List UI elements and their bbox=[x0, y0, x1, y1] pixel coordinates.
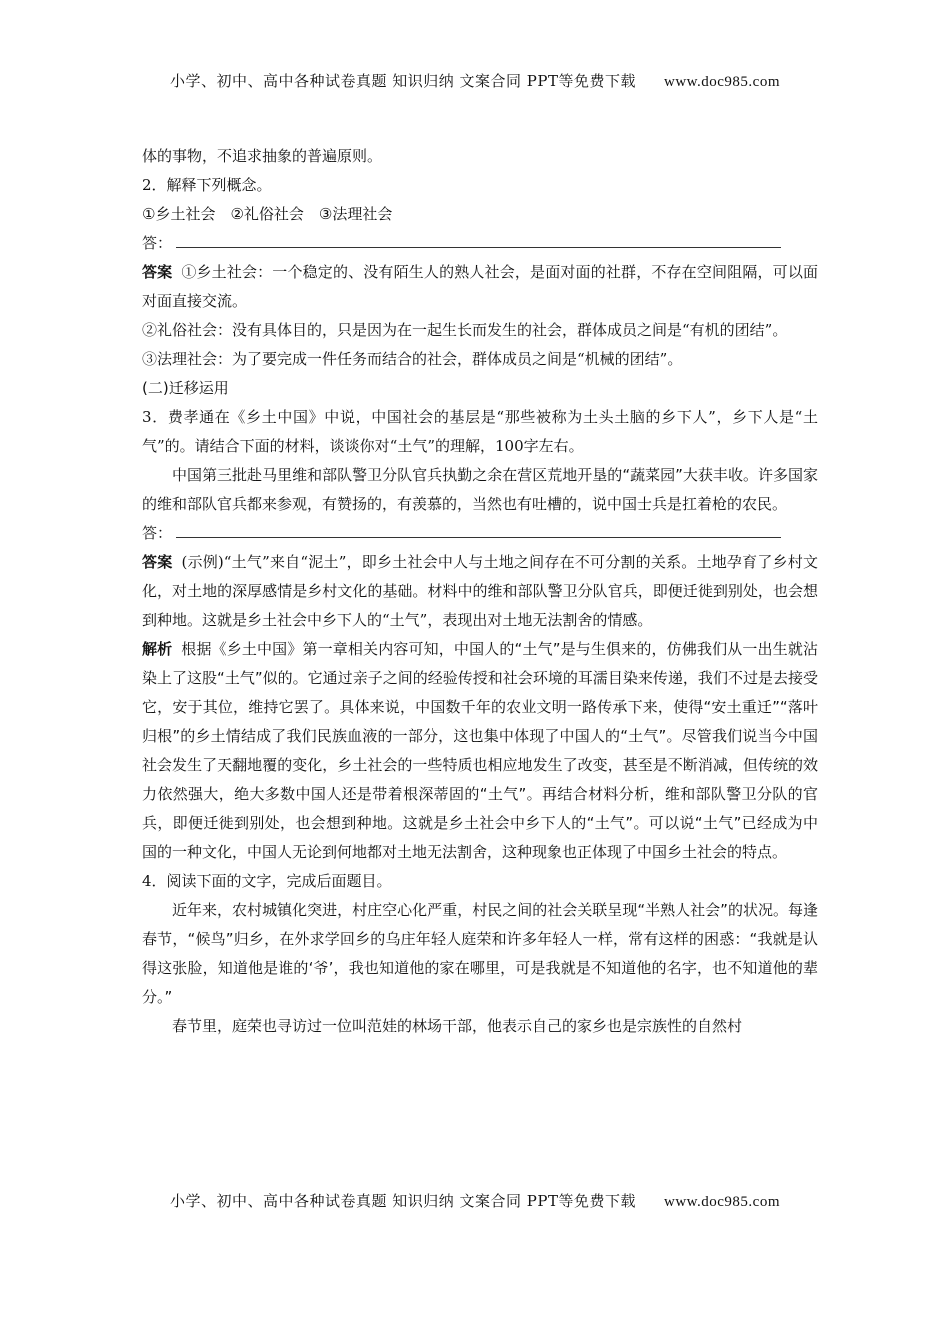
question-2: 2．解释下列概念。 bbox=[142, 176, 272, 194]
answer-prefix: 答： bbox=[142, 234, 173, 252]
section-heading: (二)迁移运用 bbox=[142, 379, 229, 397]
answer-label: 答案 bbox=[142, 553, 173, 571]
header-text: 小学、初中、高中各种试卷真题 知识归纳 文案合同 PPT等免费下载 bbox=[169, 72, 636, 90]
answer-blank[interactable] bbox=[176, 519, 781, 538]
question-3-material: 中国第三批赴马里维和部队警卫分队官兵执勤之余在营区荒地开垦的“蔬菜园”大获丰收。许多国家的维和部队官兵都来参观，有赞扬的，有羡慕的，当然也有吐槽的，说中国士兵是扛着枪的农民。 bbox=[142, 466, 818, 513]
answer-3: 答案 (示例)“土气”来自“泥土”，即乡土社会中人与土地之间存在不可分割的关系。土地孕育了乡村文化，对土地的深厚感情是乡村文化的基础。材料中的维和部队警卫分队官兵，即便迁徙到别处，也会想到种地。这就是乡土社会中乡下人的“土气”，表现出对土地无法割舍的情感。 bbox=[142, 553, 818, 629]
answer-2-item-2: ②礼俗社会：没有具体目的，只是因为在一起生长而发生的社会，群体成员之间是“有机的团结”。 bbox=[142, 321, 788, 339]
answer-label: 答案 bbox=[142, 263, 173, 281]
answer-blank[interactable] bbox=[176, 229, 781, 248]
answer-2-item-3: ③法理社会：为了要完成一件任务而结合的社会，群体成员之间是“机械的团结”。 bbox=[142, 350, 683, 368]
analysis-3: 解析 根据《乡土中国》第一章相关内容可知，中国人的“土气”是与生俱来的，仿佛我们从一出生就沾染上了这股“土气”似的。它通过亲子之间的经验传授和社会环境的耳濡目染来传递，我们不过是去接受它，安于其位，维持它罢了。具体来说，中国数千年的农业文明一路传承下来，使得“安土重迁”“落叶归根”的乡土情结成了我们民族血液的一部分，这也集中体现了中国人的“土气”。尽管我们说当今中国社会发生了天翻地覆的变化，乡土社会的一些特质也相应地发生了改变，甚至是不断消减，但传统的效力依然强大，绝大多数中国人还是带着根深蒂固的“土气”。再结合材料分析，维和部队警卫分队的官兵，即便迁徙到别处，也会想到种地。这就是乡土社会中乡下人的“土气”。可以说“土气”已经成为中国的一种文化，中国人无论到何地都对土地无法割舍，这种现象也正体现了中国乡土社会的特点。 bbox=[142, 640, 818, 861]
header-url[interactable]: www.doc985.com bbox=[663, 74, 780, 90]
answer-2-item-1: 答案 ①乡土社会：一个稳定的、没有陌生人的熟人社会，是面对面的社群，不存在空间阻隔，可以面对面直接交流。 bbox=[142, 263, 818, 310]
paragraph-continuation: 体的事物，不追求抽象的普遍原则。 bbox=[142, 147, 383, 165]
question-3: 3．费孝通在《乡土中国》中说，中国社会的基层是“那些被称为土头土脑的乡下人”，乡下人是“土气”的。请结合下面的材料，谈谈你对“土气”的理解，100字左右。 bbox=[142, 408, 818, 455]
answer-line-2 bbox=[142, 229, 818, 258]
document-body bbox=[142, 142, 818, 1041]
question-4: 4．阅读下面的文字，完成后面题目。 bbox=[142, 872, 392, 890]
question-4-passage-1: 近年来，农村城镇化突进，村庄空心化严重，村民之间的社会关联呈现“半熟人社会”的状况。每逢春节，“候鸟”归乡，在外求学回乡的乌庄年轻人庭荣和许多年轻人一样，常有这样的困惑：“我就是认得这张脸，知道他是谁的‘爷’，我也知道他的家在哪里，可是我就是不知道他的名字，也不知道他的辈分。” bbox=[142, 901, 818, 1006]
question-4-passage-2: 春节里，庭荣也寻访过一位叫范娃的林场干部，他表示自己的家乡也是宗族性的自然村 bbox=[172, 1017, 743, 1035]
question-2-items: ①乡土社会 ②礼俗社会 ③法理社会 bbox=[142, 205, 393, 223]
answer-prefix: 答： bbox=[142, 524, 173, 542]
page-footer bbox=[0, 1190, 950, 1211]
analysis-label: 解析 bbox=[142, 640, 173, 658]
footer-url[interactable]: www.doc985.com bbox=[663, 1194, 780, 1210]
page-header bbox=[0, 70, 950, 91]
answer-line-3 bbox=[142, 519, 818, 548]
footer-text: 小学、初中、高中各种试卷真题 知识归纳 文案合同 PPT等免费下载 bbox=[169, 1192, 636, 1210]
